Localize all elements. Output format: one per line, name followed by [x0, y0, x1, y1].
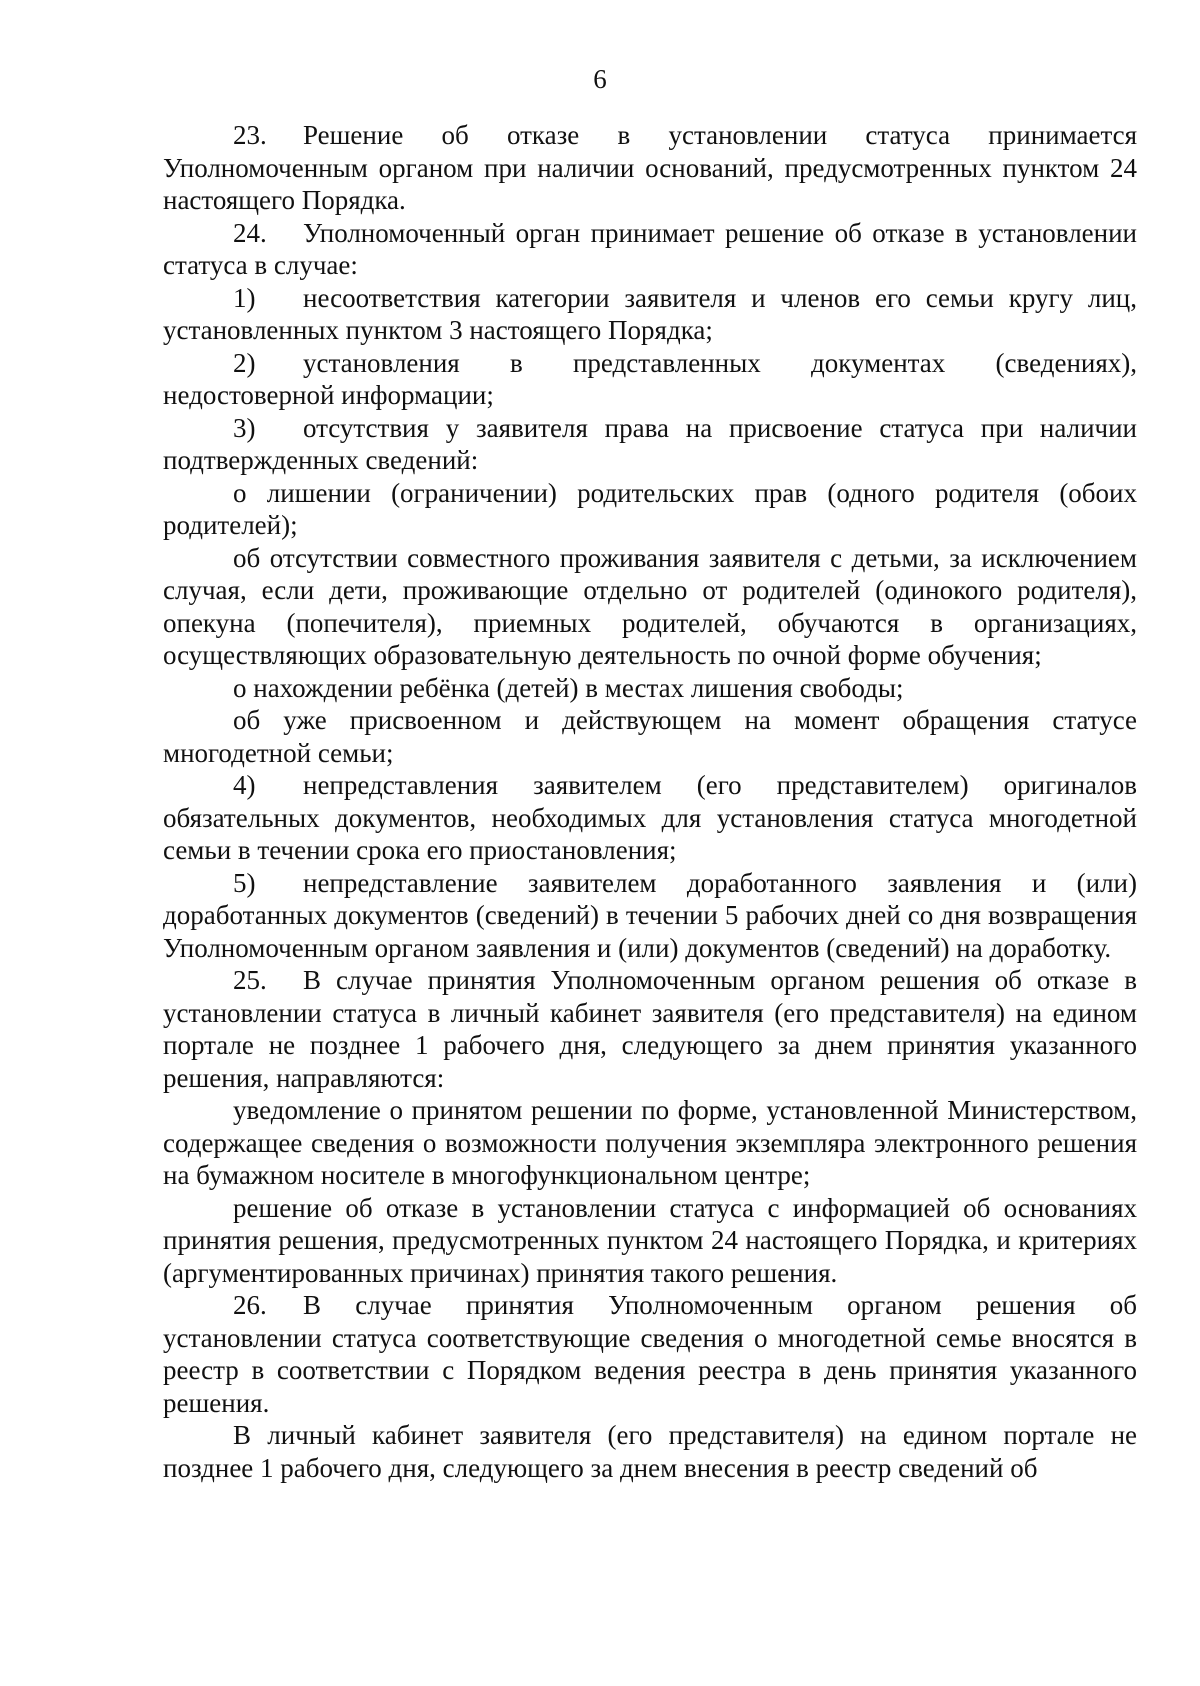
clause-personal-account: В личный кабинет заявителя (его представителя) на едином портале не позднее 1 рабочего дня, следующего за днем внесения в реестр сведений об [163, 1420, 1137, 1483]
item-number: 26. [233, 1290, 267, 1320]
clause-deprivation-of-rights: о лишении (ограничении) родительских прав (одного родителя (обоих родителей); [163, 477, 1137, 540]
clause-refusal-decision: решение об отказе в установлении статуса с информацией об основаниях принятия решения, предусмотренных пунктом 24 настоящего Порядка, и критериях (аргументированных причинах) принятия такого решения. [163, 1192, 1137, 1288]
paragraph-text: В случае принятия Уполномоченным органом решения об установлении статуса соответствующие сведения о многодетной семье вносятся в реестр в соответствии с Порядком ведения реестра в день принятия указанного решения. [163, 1290, 1137, 1418]
paragraph-text: установления в представленных документах (сведениях), недостоверной информации; [163, 347, 1137, 410]
paragraph-text: непредставление заявителем доработанного заявления и (или) доработанных документов (сведений) в течении 5 рабочих дней со дня возвращения Уполномоченным органом заявления и (или) документов (сведений) на доработку. [163, 867, 1137, 963]
subitem-1 [163, 282, 1137, 347]
item-number: 4) [233, 770, 256, 800]
page-number: 6 [593, 64, 607, 94]
paragraph-text: Уполномоченный орган принимает решение об отказе в установлении статуса в случае: [163, 217, 1137, 280]
paragraph-text: В случае принятия Уполномоченным органом решения об отказе в установлении статуса в личный кабинет заявителя (его представителя) на едином портале не позднее 1 рабочего дня, следующего за днем принятия указанного решения, направляются: [163, 965, 1137, 1093]
clause-child-detention: о нахождении ребёнка (детей) в местах лишения свободы; [233, 672, 904, 703]
paragraph-text: Решение об отказе в установлении статуса принимается Уполномоченным органом при наличии оснований, предусмотренных пунктом 24 настоящего Порядка. [163, 120, 1137, 215]
paragraph-26 [163, 1289, 1137, 1419]
item-number: 23. [233, 120, 267, 150]
paragraph-24 [163, 217, 1137, 282]
paragraph-23 [163, 119, 1137, 217]
document-body [163, 119, 1137, 1484]
paragraph-text: отсутствия у заявителя права на присвоение статуса при наличии подтвержденных сведений: [163, 412, 1137, 475]
item-number: 2) [233, 347, 256, 378]
clause-no-cohabitation: об отсутствии совместного проживания заявителя с детьми, за исключением случая, если дети, проживающие отдельно от родителей (одинокого родителя), опекуна (попечителя), приемных родителей, обучаются в организациях, осуществляющих образовательную деятельность по очной форме обучения; [163, 542, 1137, 670]
clause-notification: уведомление о принятом решении по форме, установленной Министерством, содержащее сведения о возможности получения экземпляра электронного решения на бумажном носителе в многофункциональном центре; [163, 1095, 1137, 1190]
subitem-2 [163, 347, 1137, 412]
item-number: 1) [233, 282, 256, 313]
item-number: 3) [233, 412, 256, 443]
item-number: 5) [233, 867, 256, 898]
subitem-3 [163, 412, 1137, 477]
paragraph-text: несоответствия категории заявителя и членов его семьи кругу лиц, установленных пунктом 3 настоящего Порядка; [163, 282, 1137, 345]
item-number: 25. [233, 965, 267, 995]
subitem-4 [163, 769, 1137, 867]
paragraph-text: непредставления заявителем (его представителем) оригиналов обязательных документов, необходимых для установления статуса многодетной семьи в течении срока его приостановления; [163, 770, 1137, 865]
clause-existing-status: об уже присвоенном и действующем на момент обращения статусе многодетной семьи; [163, 705, 1137, 768]
item-number: 24. [233, 217, 267, 248]
paragraph-25 [163, 964, 1137, 1094]
subitem-5 [163, 867, 1137, 965]
